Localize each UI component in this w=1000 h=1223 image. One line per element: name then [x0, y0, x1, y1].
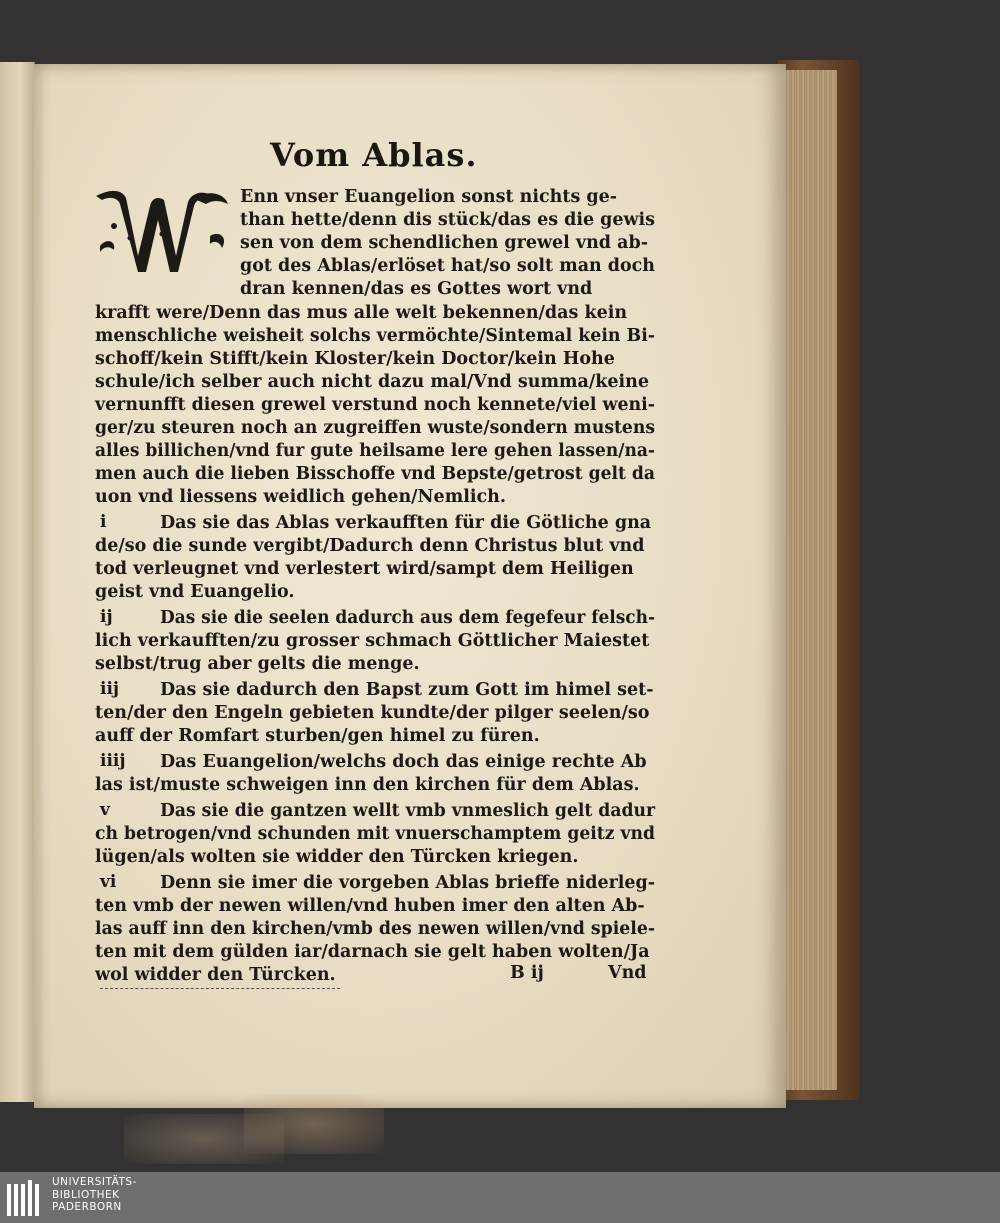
left-page-edge — [0, 62, 35, 1102]
text-line: ten mit dem gülden iar/darnach sie gelt haben wolten/Ja — [95, 942, 650, 962]
text-line: alles billichen/vnd fur gute heilsame lere gehen lassen/na- — [95, 441, 655, 461]
text-line: Denn sie imer die vorgeben Ablas brieffe niderleg- — [160, 873, 655, 893]
text-line: wol widder den Türcken. — [95, 965, 336, 985]
item-number: iij — [100, 679, 120, 699]
library-logo-icon — [6, 1178, 46, 1218]
footer-bar — [0, 1172, 1000, 1223]
library-name-line: UNIVERSITÄTS- — [52, 1176, 137, 1188]
text-line: Das Euangelion/welchs doch das einige rechte Ab — [160, 752, 647, 772]
text-line: uon vnd liessens weidlich gehen/Nemlich. — [95, 487, 506, 507]
text-line: schule/ich selber auch nicht dazu mal/Vnd summa/keine — [95, 372, 649, 392]
underline-rule — [100, 988, 340, 989]
text-line: lügen/als wolten sie widder den Türcken kriegen. — [95, 847, 579, 867]
text-line: got des Ablas/erlöset hat/so solt man doch — [240, 256, 655, 276]
page-heading: Vom Ablas. — [270, 136, 478, 174]
page-edges — [785, 70, 837, 1090]
text-line: geist vnd Euangelio. — [95, 582, 295, 602]
text-line: lich verkaufften/zu grosser schmach Göttlicher Maiestet — [95, 631, 650, 651]
text-line: tod verleugnet vnd verlestert wird/sampt dem Heiligen — [95, 559, 634, 579]
text-line: selbst/trug aber gelts die menge. — [95, 654, 420, 674]
water-stain — [124, 1114, 284, 1164]
decorated-initial — [92, 186, 232, 276]
text-line: menschliche weisheit solchs vermöchte/Sintemal kein Bi- — [95, 326, 655, 346]
text-line: Das sie dadurch den Bapst zum Gott im himel set- — [160, 680, 654, 700]
text-line: ch betrogen/vnd schunden mit vnuerschamptem geitz vnd — [95, 824, 655, 844]
catchword: Vnd — [608, 963, 647, 983]
text-line: ger/zu steuren noch an zugreiffen wuste/sondern mustens — [95, 418, 655, 438]
text-line: las auff inn den kirchen/vmb des newen willen/vnd spiele- — [95, 919, 655, 939]
text-line: Das sie die gantzen wellt vmb vnmeslich gelt dadur — [160, 801, 655, 821]
library-name-line: PADERBORN — [52, 1201, 122, 1213]
item-number: iiij — [100, 751, 126, 771]
text-line: Enn vnser Euangelion sonst nichts ge- — [240, 187, 618, 207]
item-number: i — [100, 512, 107, 532]
signature-mark: B ij — [510, 963, 544, 983]
text-line: dran kennen/das es Gottes wort vnd — [240, 279, 593, 299]
text-line: de/so die sunde vergibt/Dadurch denn Christus blut vnd — [95, 536, 645, 556]
text-line: men auch die lieben Bisschoffe vnd Bepste/getrost gelt da — [95, 464, 655, 484]
text-line: than hette/denn dis stück/das es die gewis — [240, 210, 655, 230]
text-line: schoff/kein Stifft/kein Kloster/kein Doctor/kein Hohe — [95, 349, 615, 369]
text-line: Das sie die seelen dadurch aus dem fegefeur felsch- — [160, 608, 655, 628]
text-line: las ist/muste schweigen inn den kirchen für dem Ablas. — [95, 775, 640, 795]
text-line: krafft were/Denn das mus alle welt bekennen/das kein — [95, 303, 628, 323]
item-number: ij — [100, 607, 113, 627]
text-line: vernunfft diesen grewel verstund noch kennete/viel weni- — [95, 395, 655, 415]
library-name-line: BIBLIOTHEK — [52, 1188, 120, 1201]
text-line: Das sie das Ablas verkaufften für die Götliche gna — [160, 513, 652, 533]
text-line: ten/der den Engeln gebieten kundte/der pilger seelen/so — [95, 703, 650, 723]
item-number: v — [100, 800, 110, 820]
text-line: auff der Romfart sturben/gen himel zu füren. — [95, 726, 540, 746]
text-line: ten vmb der newen willen/vnd huben imer den alten Ab- — [95, 896, 645, 916]
text-line: sen von dem schendlichen grewel vnd ab- — [240, 233, 648, 253]
item-number: vi — [100, 872, 117, 892]
library-name — [52, 1176, 137, 1214]
